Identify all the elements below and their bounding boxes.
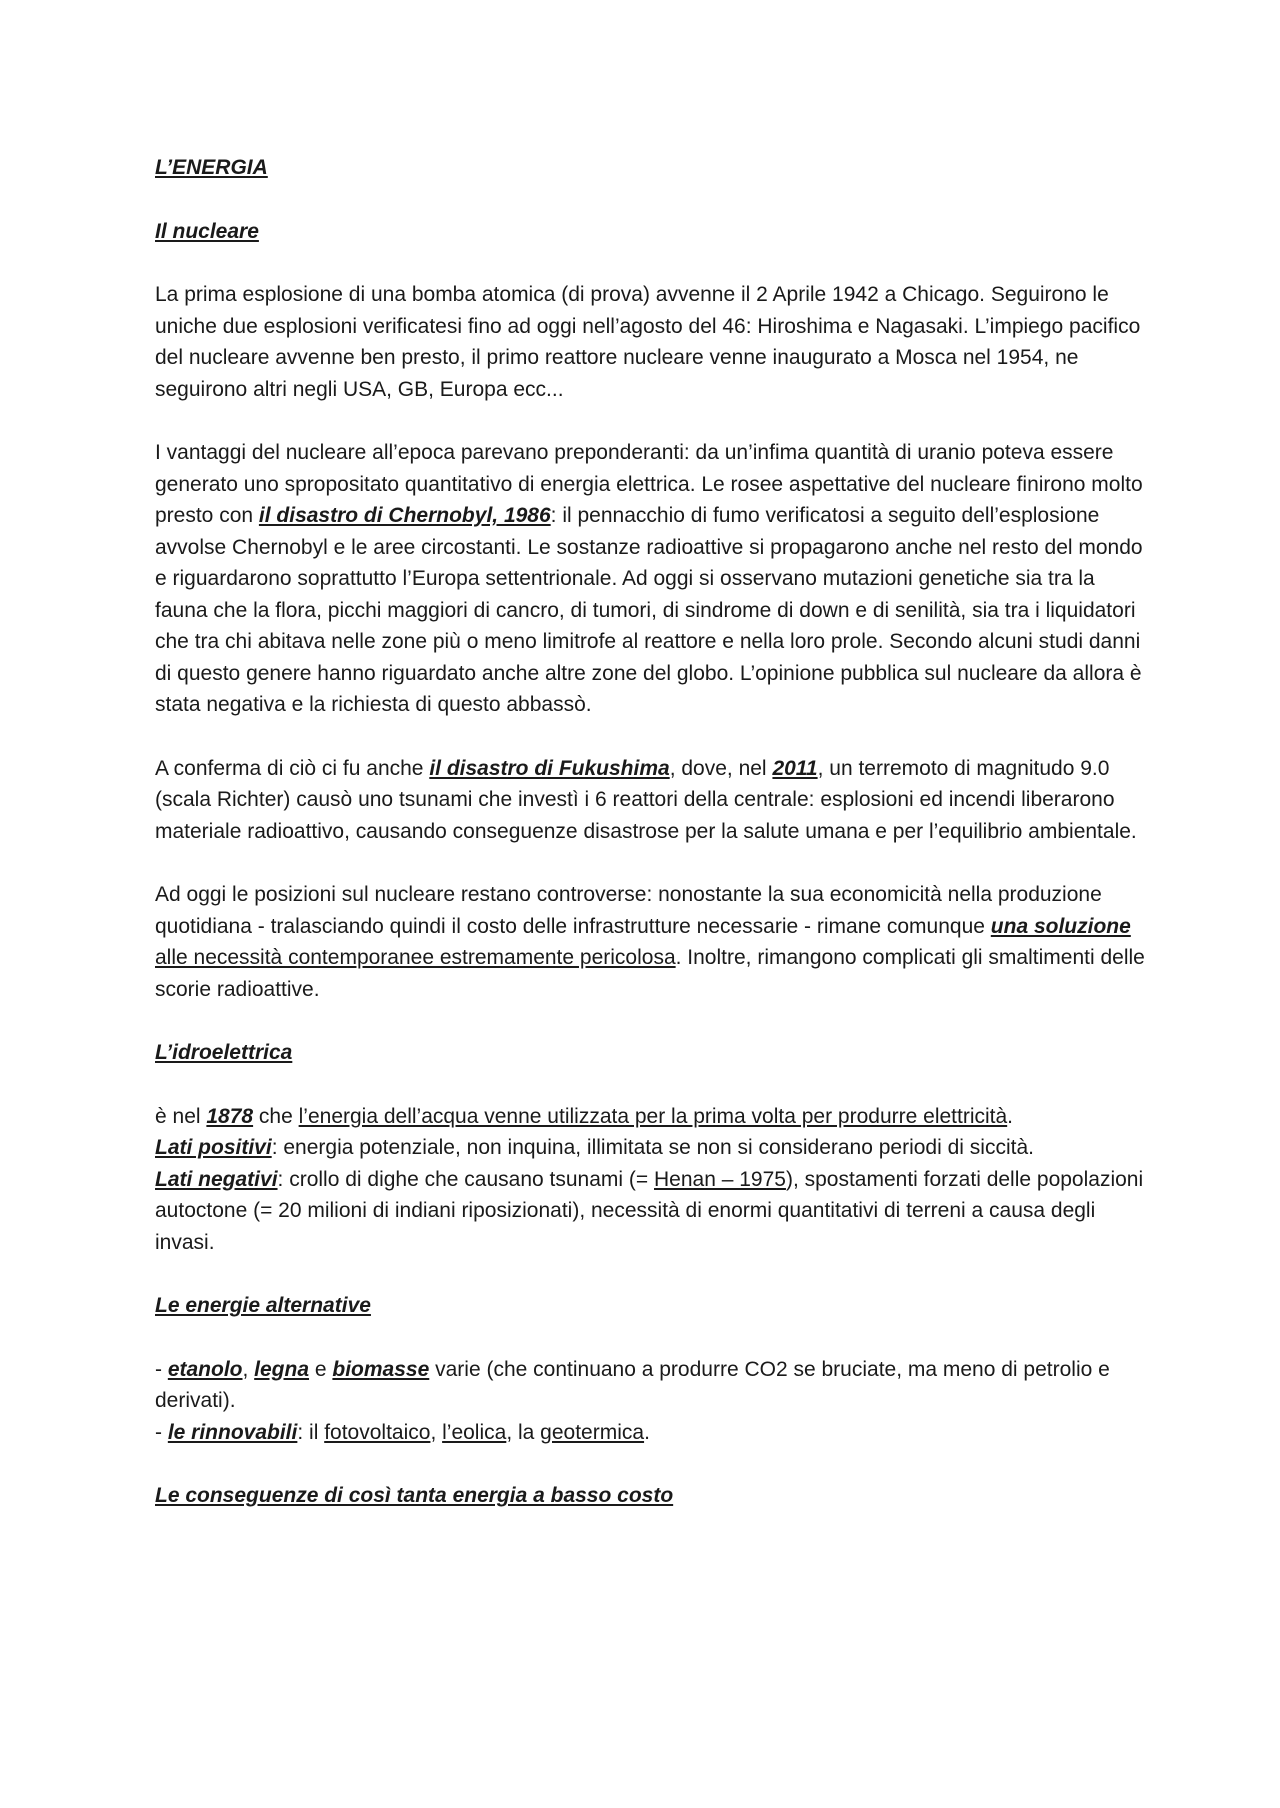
text-run: : crollo di dighe che causano tsunami (= — [277, 1167, 654, 1191]
text-run: è nel — [155, 1104, 207, 1128]
paragraph-idro-1878 — [155, 1101, 1145, 1133]
text-run: : il — [297, 1420, 325, 1444]
underline-geotermica: geotermica — [540, 1420, 645, 1444]
paragraph-nucleare-fukushima — [155, 753, 1145, 848]
paragraph-nucleare-history: La prima esplosione di una bomba atomica (di prova) avvenne il 2 Aprile 1942 a Chicago. Seguirono le uniche due esplosioni verificatesi fino ad oggi nell’agosto del 46: Hiroshima e Nagasaki. L’impiego pacifico del nucleare avvenne ben presto, il primo reattore nucleare venne inaugurato a Mosca nel 1954, ne seguirono altri negli USA, GB, Europa ecc... — [155, 283, 1141, 401]
emphasis-etanolo: etanolo — [167, 1357, 243, 1381]
emphasis-year-1878: 1878 — [206, 1104, 254, 1128]
text-run: - — [155, 1420, 168, 1444]
text-run: - — [155, 1357, 168, 1381]
underline-energia-acqua: l’energia dell’acqua venne utilizzata per la prima volta per produrre elettricità — [298, 1104, 1008, 1128]
text-run: , un terremoto di magnitudo 9.0 (scala Richter) causò uno tsunami che investì i 6 reattori della centrale: esplosioni ed incendi liberarono materiale radioattivo, causando conseguenze disastrose per la salute umana e per l’equilibrio ambientale. — [155, 756, 1137, 843]
text-run: . Inoltre, rimangono complicati gli smaltimenti delle scorie radioattive. — [155, 946, 1145, 1001]
emphasis-chernobyl: il disastro di Chernobyl, 1986 — [258, 504, 551, 527]
document-content — [155, 152, 1145, 1512]
document-title: L’ENERGIA — [155, 156, 268, 179]
label-lati-negativi: Lati negativi — [155, 1167, 278, 1191]
underline-henan: Henan – 1975 — [654, 1167, 786, 1191]
paragraph-nucleare-today — [155, 879, 1145, 1005]
paragraph-idro-negativi — [155, 1164, 1145, 1259]
heading-conseguenze: Le conseguenze di così tanta energia a basso costo — [155, 1484, 674, 1507]
text-run: , — [242, 1357, 255, 1381]
list-item-rinnovabili — [155, 1417, 1145, 1449]
text-run: Ad oggi le posizioni sul nucleare restano controverse: nonostante la sua economicità nella produzione quotidiana - tralasciando quindi il costo delle infrastrutture necessarie - rimane comunque — [155, 883, 1102, 938]
text-run: A conferma di ciò ci fu anche — [155, 756, 430, 780]
heading-energie-alternative: Le energie alternative — [155, 1294, 371, 1317]
emphasis-una-soluzione: una soluzione — [990, 914, 1131, 938]
text-run: : il pennacchio di fumo verificatosi a seguito dell’esplosione avvolse Chernobyl e le aree circostanti. Le sostanze radioattive si propagarono anche nel resto del mondo e riguardarono soprattutto l’Europa settentrionale. Ad oggi si osservano mutazioni genetiche sia tra la fauna che la flora, picchi maggiori di cancro, di tumori, di sindrome di down e di senilità, sia tra i liquidatori che tra chi abitava nelle zone più o meno limitrofe al reattore e nella loro prole. Secondo alcuni studi danni di questo genere hanno riguardato anche altre zone del globo. L’opinione pubblica sul nucleare da allora è stata negativa e la richiesta di questo abbassò. — [155, 504, 1143, 716]
emphasis-year-2011: 2011 — [772, 756, 818, 780]
text-run: che — [253, 1104, 299, 1128]
emphasis-fukushima: il disastro di Fukushima — [429, 756, 670, 780]
text-run: , — [430, 1420, 443, 1444]
emphasis-legna: legna — [254, 1357, 310, 1381]
paragraph-nucleare-chernobyl — [155, 437, 1145, 721]
text-run: I vantaggi del nucleare all’epoca parevano preponderanti: da un’infima quantità di uranio poteva essere generato uno spropositato quantitativo di energia elettrica. Le rosee aspettative del nucleare finirono molto presto con — [155, 441, 1143, 527]
underline-eolica: l’eolica — [442, 1420, 507, 1444]
text-run: , dove, nel — [669, 756, 773, 780]
heading-idroelettrica: L’idroelettrica — [155, 1041, 293, 1064]
label-lati-positivi: Lati positivi — [155, 1136, 272, 1159]
text-run: : energia potenziale, non inquina, illimitata se non si considerano periodi di siccità. — [271, 1136, 1034, 1159]
emphasis-biomasse: biomasse — [332, 1357, 430, 1381]
text-run: . — [644, 1420, 650, 1444]
text-run: varie (che continuano a produrre CO2 se bruciate, ma meno di petrolio e derivati). — [155, 1357, 1110, 1412]
emphasis-rinnovabili: le rinnovabili — [167, 1420, 298, 1444]
paragraph-idro-positivi — [155, 1132, 1145, 1164]
underline-pericolosa: alle necessità contemporanee estremamente pericolosa — [155, 946, 676, 969]
list-item-biomasse — [155, 1354, 1145, 1417]
text-run: . — [1007, 1104, 1014, 1128]
text-run: , la — [506, 1420, 541, 1444]
text-run: ), spostamenti forzati delle popolazioni autoctone (= 20 milioni di indiani riposizionati), necessità di enormi quantitativi di terreni a causa degli invasi. — [155, 1167, 1144, 1254]
text-run: e — [309, 1357, 333, 1381]
underline-fotovoltaico: fotovoltaico — [324, 1420, 431, 1444]
heading-nucleare: Il nucleare — [155, 219, 259, 243]
